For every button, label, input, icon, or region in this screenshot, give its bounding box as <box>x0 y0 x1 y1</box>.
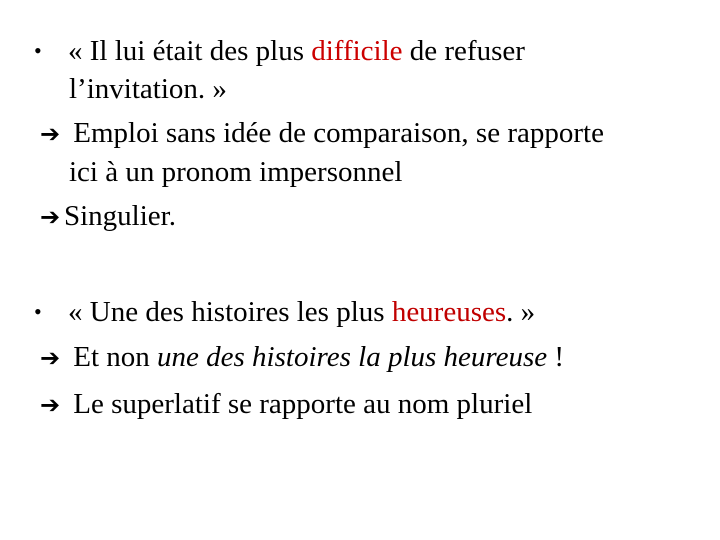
arrow-line-4 <box>40 387 532 422</box>
bullet-line-1-cont <box>69 72 227 106</box>
block2-highlight: heureuses <box>391 296 507 328</box>
block1-line1-post: de refuser <box>402 35 525 67</box>
block1-highlight: difficile <box>311 35 403 67</box>
block2-arrow1-post: ! <box>547 341 565 373</box>
arrow-line-1 <box>40 116 604 151</box>
block2-arrow2-text: Le superlatif se rapporte au nom pluriel <box>66 388 533 420</box>
block1-line2: l’invitation. » <box>69 73 227 105</box>
block2-arrow1-pre: Et non <box>66 341 158 373</box>
arrow-right-icon: ➔ <box>40 344 61 372</box>
block2-line1-post: . » <box>506 296 536 328</box>
arrow-right-icon: ➔ <box>40 120 61 148</box>
bullet-dot: • <box>34 299 42 324</box>
block1-line1-pre: « Il lui était des plus <box>68 35 312 67</box>
bullet-line-2 <box>34 295 535 329</box>
block2-arrow1-italic: une des histoires la plus heureuse <box>157 341 548 373</box>
block1-arrow2-text: Singulier. <box>64 200 176 232</box>
arrow-line-1-cont <box>69 155 402 189</box>
block2-line1-pre: « Une des histoires les plus <box>68 296 392 328</box>
block1-arrow1-text: Emploi sans idée de comparaison, se rapporte <box>66 117 604 149</box>
bullet-line-1 <box>34 34 525 68</box>
bullet-dot: • <box>34 38 42 63</box>
arrow-line-2 <box>40 199 176 234</box>
arrow-right-icon: ➔ <box>40 203 61 231</box>
arrow-right-icon: ➔ <box>40 391 61 419</box>
block1-arrow1-cont: ici à un pronom impersonnel <box>69 156 403 188</box>
arrow-line-3 <box>40 340 564 375</box>
